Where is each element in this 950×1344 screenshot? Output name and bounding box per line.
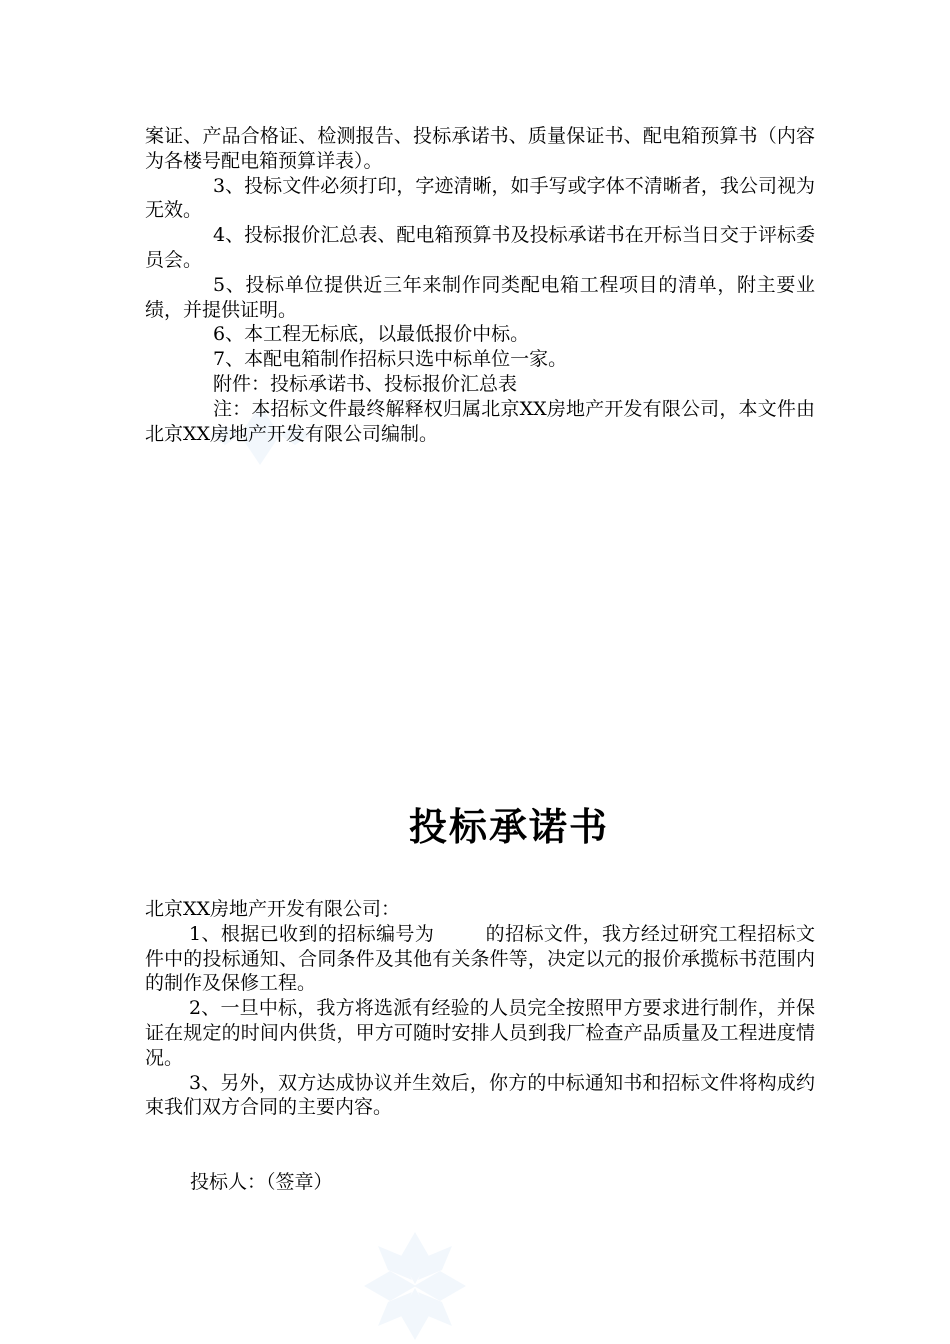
commitment-paragraph: 2、一旦中标，我方将选派有经验的人员完全按照甲方要求进行制作，并保证在规定的时间内供货，甲方可随时安排人员到我厂检查产品质量及工程进度情况。 <box>145 997 815 1069</box>
commitment-paragraph: 1、根据已收到的招标编号为 的招标文件，我方经过研究工程招标文件中的投标通知、合同条件及其他有关条件等，决定以元的报价承揽标书范围内的制作及保修工程。 <box>145 922 815 995</box>
requirement-paragraph: 7、本配电箱制作招标只选中标单位一家。 <box>213 348 568 371</box>
requirement-paragraph: 6、本工程无标底，以最低报价中标。 <box>213 323 530 346</box>
commitment-paragraph: 3、另外，双方达成协议并生效后，你方的中标通知书和招标文件将构成约束我们双方合同的主要内容。 <box>145 1071 815 1119</box>
attachments-line: 附件：投标承诺书、投标报价汇总表 <box>213 372 518 395</box>
note-paragraph: 注：本招标文件最终解释权归属北京XX房地产开发有限公司，本文件由北京XX房地产开发有限公司编制。 <box>145 397 815 445</box>
requirement-paragraph: 案证、产品合格证、检测报告、投标承诺书、质量保证书、配电箱预算书（内容为各楼号配电箱预算详表）。 <box>145 125 815 172</box>
commitment-letter-body <box>145 897 815 1120</box>
tender-requirements-section <box>145 124 815 446</box>
snowflake-watermark-icon <box>360 1228 470 1344</box>
requirement-paragraph: 3、投标文件必须打印，字迹清晰，如手写或字体不清晰者，我公司视为无效。 <box>145 174 815 222</box>
requirement-paragraph: 4、投标报价汇总表、配电箱预算书及投标承诺书在开标当日交于评标委员会。 <box>145 224 815 271</box>
salutation: 北京XX房地产开发有限公司： <box>145 898 401 920</box>
signature-line: 投标人：（签章） <box>190 1171 333 1193</box>
page-title: 投标承诺书 <box>408 804 609 849</box>
requirement-paragraph: 5、投标单位提供近三年来制作同类配电箱工程项目的清单，附主要业绩，并提供证明。 <box>145 273 815 321</box>
